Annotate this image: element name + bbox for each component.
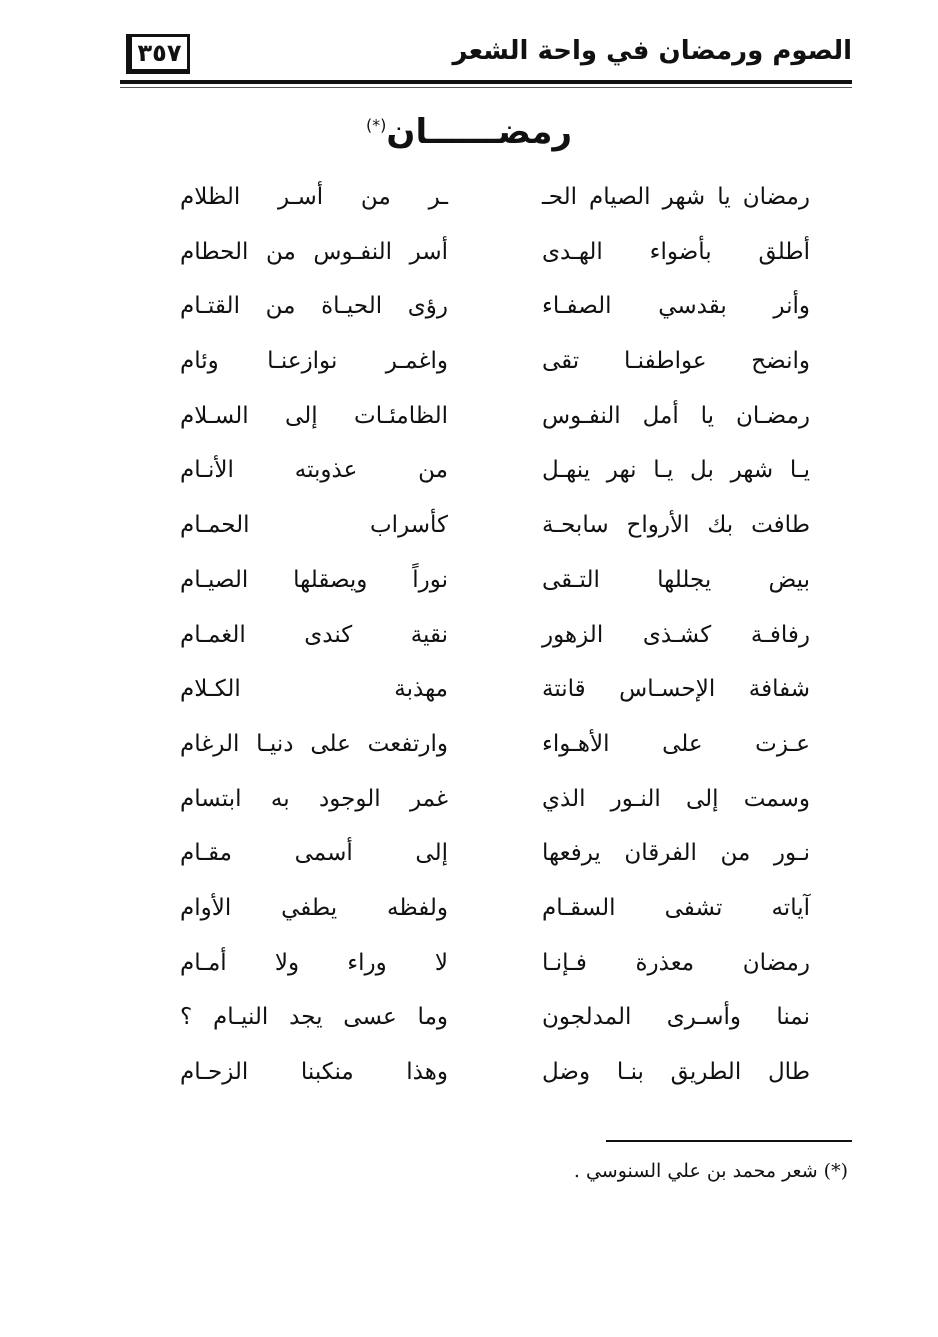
verse-second-hemistich: وما عسى يجد النيـام ؟ xyxy=(180,1004,448,1031)
verse-first-hemistich: وانضح عواطفنـا تقى xyxy=(542,348,810,375)
header-rule-thin xyxy=(120,87,852,88)
verse-second-hemistich: نوراً ويصقلها الصيـام xyxy=(180,566,448,593)
verse-line xyxy=(170,1055,810,1110)
page-number: ٣٥٧ xyxy=(126,34,190,74)
verse-line xyxy=(170,618,810,673)
verse-second-hemistich: مهذبة الكـلام xyxy=(180,676,448,703)
poem-title xyxy=(0,112,938,152)
verse-first-hemistich: رمضان معذرة فـإنـا xyxy=(542,949,810,976)
verse-second-hemistich: أسر النفـوس من الحطام xyxy=(180,238,448,265)
verse-line xyxy=(170,563,810,618)
verse-second-hemistich: غمر الوجود به ابتسام xyxy=(180,785,448,812)
verse-second-hemistich: الظامئـات إلى السـلام xyxy=(180,402,448,429)
verse-line xyxy=(170,1000,810,1055)
verse-second-hemistich: وهذا منكبنا الزحـام xyxy=(180,1059,448,1085)
poem-body xyxy=(170,180,810,1110)
verse-line xyxy=(170,782,810,837)
verse-line xyxy=(170,399,810,454)
verse-first-hemistich: بيض يجللها التـقى xyxy=(542,566,810,593)
verse-first-hemistich: رفافـة كشـذى الزهور xyxy=(542,621,810,648)
verse-first-hemistich: آياته تشفى السقـام xyxy=(542,894,810,921)
verse-second-hemistich: نقية كندى الغمـام xyxy=(180,621,448,648)
verse-second-hemistich: ولفظه يطفي الأوام xyxy=(180,894,448,921)
verse-first-hemistich: عـزت على الأهـواء xyxy=(542,730,810,757)
verse-second-hemistich: وارتفعت على دنيـا الرغام xyxy=(180,730,448,757)
verse-line xyxy=(170,289,810,344)
verse-line xyxy=(170,344,810,399)
verse-first-hemistich: وسمت إلى النـور الذي xyxy=(542,785,810,812)
verse-line xyxy=(170,180,810,235)
verse-line xyxy=(170,672,810,727)
verse-second-hemistich: إلى أسمى مقـام xyxy=(180,840,448,867)
verse-first-hemistich: وأنر بقدسي الصفـاء xyxy=(542,293,810,320)
verse-first-hemistich: رمضـان يا أمل النفـوس xyxy=(542,402,810,429)
verse-first-hemistich: طافت بك الأرواح سابحـة xyxy=(542,512,810,539)
verse-line xyxy=(170,453,810,508)
poem-title-text: رمضــــــان xyxy=(386,112,573,152)
verse-second-hemistich: ـر من أسـر الظلام xyxy=(180,184,448,210)
running-title: الصوم ورمضان في واحة الشعر xyxy=(452,36,852,66)
verse-first-hemistich: نـور من الفرقان يرفعها xyxy=(542,840,810,867)
footnote-rule xyxy=(606,1140,852,1142)
verse-line xyxy=(170,946,810,1001)
verse-first-hemistich: أطلق بأضواء الهـدى xyxy=(542,238,810,265)
verse-line xyxy=(170,235,810,290)
verse-line xyxy=(170,836,810,891)
verse-first-hemistich: نمنا وأسـرى المدلجون xyxy=(542,1004,810,1031)
verse-second-hemistich: واغمـر نوازعنـا وئام xyxy=(180,348,448,375)
verse-line xyxy=(170,727,810,782)
page-header xyxy=(120,30,852,82)
verse-first-hemistich: يـا شهر بل يـا نهر ينهـل xyxy=(542,457,810,484)
verse-second-hemistich: لا وراء ولا أمـام xyxy=(180,949,448,976)
verse-first-hemistich: شفافة الإحسـاس قانتة xyxy=(542,676,810,703)
verse-first-hemistich: رمضان يا شهر الصيام الحـ xyxy=(542,184,810,210)
verse-second-hemistich: من عذوبته الأنـام xyxy=(180,457,448,484)
verse-line xyxy=(170,891,810,946)
verse-first-hemistich: طال الطريق بنـا وضل xyxy=(542,1059,810,1085)
footnote-marker: (*) xyxy=(365,115,387,135)
header-rule xyxy=(120,80,852,84)
footnote: (*) شعر محمد بن علي السنوسي . xyxy=(573,1160,848,1182)
verse-line xyxy=(170,508,810,563)
verse-second-hemistich: رؤى الحيـاة من القتـام xyxy=(180,293,448,320)
verse-second-hemistich: كأسراب الحمـام xyxy=(180,512,448,539)
